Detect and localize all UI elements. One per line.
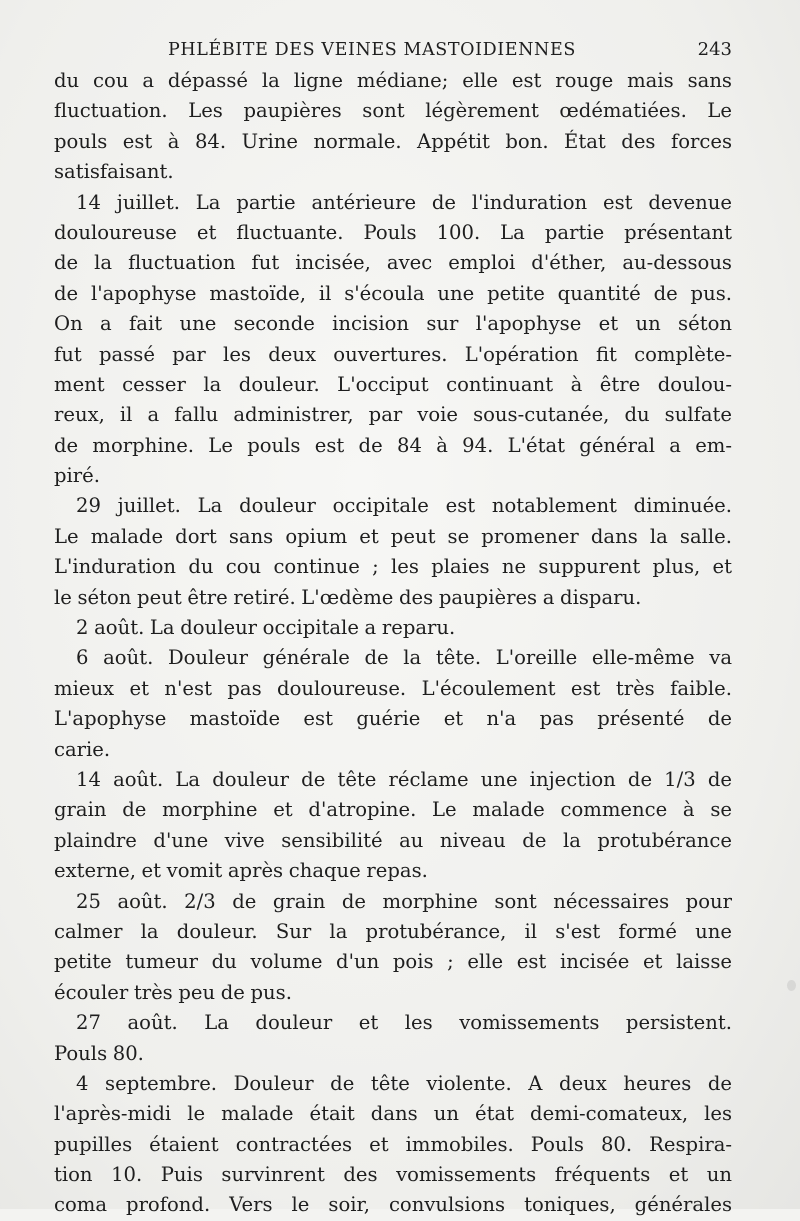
text-line: de la fluctuation fut incisée, avec emploi d'éther, au-dessous <box>54 251 732 275</box>
text-line: pouls est à 84. Urine normale. Appétit bon. État des forces <box>54 129 732 153</box>
text-line: de l'apophyse mastoïde, il s'écoula une petite quantité de pus. <box>54 281 732 305</box>
text-line: ment cesser la douleur. L'occiput continuant à être doulou- <box>54 372 732 396</box>
text-line: 29 juillet. La douleur occipitale est notablement diminuée. <box>76 494 732 518</box>
text-line: 6 août. Douleur générale de la tête. L'oreille elle-même va <box>76 646 732 670</box>
text-line: tion 10. Puis survinrent des vomissements fréquents et un <box>54 1163 732 1187</box>
text-line: coma profond. Vers le soir, convulsions toniques, générales <box>54 1193 732 1217</box>
text-line: pupilles étaient contractées et immobiles. Pouls 80. Respira- <box>54 1132 732 1156</box>
text-line: du cou a dépassé la ligne médiane; elle est rouge mais sans <box>54 69 732 92</box>
text-line: Le malade dort sans opium et peut se promener dans la salle. <box>54 524 732 548</box>
text-line: reux, il a fallu administrer, par voie sous-cutanée, du sulfate <box>54 403 732 427</box>
text-line: grain de morphine et d'atropine. Le malade commence à se <box>54 798 732 822</box>
text-line: 2 août. La douleur occipitale a reparu. <box>76 616 456 640</box>
text-line: de morphine. Le pouls est de 84 à 94. L'état général a em- <box>54 433 732 457</box>
page-number: 243 <box>697 39 732 60</box>
text-line: calmer la douleur. Sur la protubérance, il s'est formé une <box>54 919 732 943</box>
text-line: carie. <box>54 737 111 761</box>
running-title: PHLÉBITE DES VEINES MASTOIDIENNES <box>168 40 576 60</box>
text-line: fut passé par les deux ouvertures. L'opération fit complète- <box>54 342 732 366</box>
text-line: douloureuse et fluctuante. Pouls 100. La partie présentant <box>54 220 732 244</box>
text-line: L'apophyse mastoïde est guérie et n'a pas présenté de <box>54 707 732 731</box>
text-line: mieux et n'est pas douloureuse. L'écoulement est très faible. <box>54 676 732 700</box>
text-line: le séton peut être retiré. L'œdème des paupières a disparu. <box>54 585 642 609</box>
text-line: piré. <box>54 464 100 488</box>
text-line: externe, et vomit après chaque repas. <box>54 859 428 883</box>
text-line: 14 juillet. La partie antérieure de l'induration est devenue <box>76 190 732 214</box>
text-line: plaindre d'une vive sensibilité au niveau de la protubérance <box>54 828 732 852</box>
text-line: 27 août. La douleur et les vomissements persistent. <box>76 1011 732 1035</box>
text-line: petite tumeur du volume d'un pois ; elle est incisée et laisse <box>54 950 732 974</box>
text-line: écouler très peu de pus. <box>54 980 292 1004</box>
text-line: satisfaisant. <box>54 160 174 184</box>
text-line: 14 août. La douleur de tête réclame une injection de 1/3 de <box>76 767 732 791</box>
running-head <box>56 36 732 64</box>
text-line: On a fait une seconde incision sur l'apophyse et un séton <box>54 312 732 336</box>
paper-speck <box>787 980 796 991</box>
text-line: fluctuation. Les paupières sont légèrement œdématiées. Le <box>54 99 732 123</box>
text-line: l'après-midi le malade était dans un état demi-comateux, les <box>54 1102 732 1126</box>
text-line: 4 septembre. Douleur de tête violente. A deux heures de <box>76 1071 732 1095</box>
text-line: 25 août. 2/3 de grain de morphine sont nécessaires pour <box>76 889 732 913</box>
body-text <box>54 66 732 1221</box>
text-line: Pouls 80. <box>54 1041 144 1065</box>
text-line: L'induration du cou continue ; les plaies ne suppurent plus, et <box>54 555 732 579</box>
